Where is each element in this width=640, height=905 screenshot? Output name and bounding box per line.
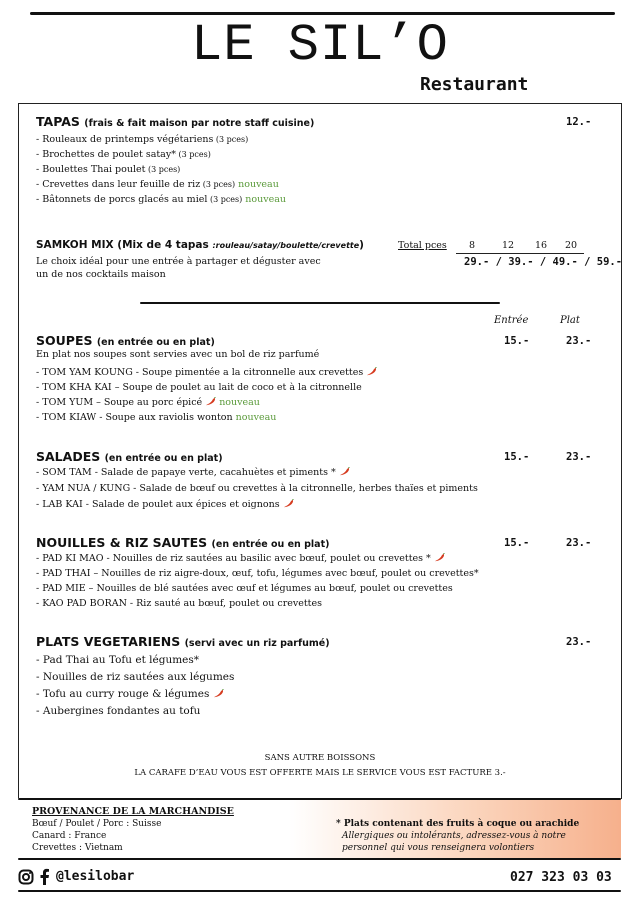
- menu-item-text: - PAD MIE – Nouilles de blé sautées avec œuf et légumes au bœuf, poulet ou crevettes: [36, 583, 453, 594]
- samkoh-counts-underline: [456, 253, 584, 254]
- menu-item-text: - Crevettes dans leur feuille de riz: [36, 179, 201, 190]
- notice-line-2: LA CARAFE D’EAU VOUS EST OFFERTE MAIS LE SERVICE VOUS EST FACTURE 3.-: [134, 768, 506, 778]
- salades-price-entree: 15.-: [504, 451, 530, 463]
- menu-item: [36, 654, 199, 666]
- menu-item: [36, 134, 248, 145]
- menu-item-text: - Aubergines fondantes au tofu: [36, 705, 201, 717]
- menu-item: [36, 149, 211, 160]
- menu-item: [36, 671, 234, 683]
- menu-item-text: - Bâtonnets de porcs glacés au miel: [36, 194, 208, 205]
- menu-item: [36, 164, 180, 175]
- menu-item-quantity: (3 pces): [213, 135, 249, 144]
- samkoh-count-16: 16: [535, 240, 548, 251]
- samkoh-prices: 29.- / 39.- / 49.- / 59.-: [464, 256, 623, 268]
- menu-item-text: - PAD THAI – Nouilles de riz aigre-doux, œuf, tofu, légumes avec bœuf, poulet ou crevettes*: [36, 568, 479, 579]
- menu-item-text: - Nouilles de riz sautées aux légumes: [36, 671, 235, 683]
- social-handle[interactable]: @lesilobar: [56, 869, 135, 884]
- menu-item: [36, 583, 453, 594]
- phone-number[interactable]: 027 323 03 03: [510, 870, 612, 885]
- menu-item-text: - PAD KI MAO - Nouilles de riz sautées au basilic avec bœuf, poulet ou crevettes *: [36, 553, 431, 564]
- menu-item-text: - TOM KHA KAI – Soupe de poulet au lait de coco et à la citronnelle: [36, 382, 362, 393]
- menu-item-quantity: (3 pces): [175, 150, 211, 159]
- restaurant-subtitle: Restaurant: [420, 74, 529, 95]
- menu-item-text: - Tofu au curry rouge & légumes: [36, 688, 210, 700]
- allergen-info-1: Allergiques ou intolérants, adressez-vous à notre: [342, 831, 566, 841]
- top-brush-line: [30, 12, 615, 15]
- chili-icon: [434, 553, 445, 562]
- samkoh-desc-1: Le choix idéal pour une entrée à partager et déguster avec: [36, 256, 321, 267]
- menu-item: [36, 598, 322, 609]
- soupes-price-plat: 23.-: [566, 335, 592, 347]
- menu-item: [36, 499, 294, 510]
- menu-item-text: - YAM NUA / KUNG - Salade de bœuf ou crevettes à la citronnelle, herbes thaïes et piments: [36, 483, 478, 494]
- menu-item: [36, 397, 260, 408]
- soupes-price-entree: 15.-: [504, 335, 530, 347]
- menu-item-text: - KAO PAD BORAN - Riz sauté au bœuf, poulet ou crevettes: [36, 598, 322, 609]
- menu-item: [36, 412, 276, 423]
- menu-item: [36, 179, 279, 190]
- menu-item: [36, 705, 200, 717]
- soupes-title: SOUPES (en entrée ou en plat): [36, 333, 215, 348]
- new-badge: nouveau: [242, 194, 287, 205]
- provenance-line-1: Bœuf / Poulet / Porc : Suisse: [32, 819, 162, 829]
- chili-icon: [283, 499, 294, 508]
- menu-item: [36, 688, 224, 700]
- column-entree: Entrée: [494, 315, 529, 326]
- soupes-note: En plat nos soupes sont servies avec un bol de riz parfumé: [36, 349, 320, 360]
- bottom-brush-line: [18, 890, 621, 892]
- column-plat: Plat: [560, 315, 580, 326]
- samkoh-count-12: 12: [502, 240, 515, 251]
- restaurant-title: LE SIL’O: [191, 16, 449, 75]
- menu-item-text: - LAB KAI - Salade de poulet aux épices et oignons: [36, 499, 280, 510]
- salades-title: SALADES (en entrée ou en plat): [36, 449, 223, 464]
- menu-item: [36, 382, 362, 393]
- chili-icon: [213, 689, 224, 698]
- allergen-note: * Plats contenant des fruits à coque ou arachide: [336, 819, 580, 829]
- provenance-title: PROVENANCE DE LA MARCHANDISE: [32, 806, 234, 817]
- menu-item-text: - TOM KIAW - Soupe aux raviolis wonton: [36, 412, 233, 423]
- nouilles-price-entree: 15.-: [504, 537, 530, 549]
- samkoh-count-20: 20: [565, 240, 578, 251]
- menu-item-text: - Pad Thai au Tofu et légumes*: [36, 654, 200, 666]
- menu-item-text: - Brochettes de poulet satay*: [36, 149, 176, 160]
- menu-item: [36, 194, 286, 205]
- vege-title: PLATS VEGETARIENS (servi avec un riz parfumé): [36, 634, 330, 649]
- provenance-line-2: Canard : France: [32, 831, 107, 841]
- menu-item: [36, 367, 377, 378]
- vege-price: 23.-: [566, 636, 592, 648]
- menu-item: [36, 568, 479, 579]
- menu-item: [36, 553, 445, 564]
- salades-price-plat: 23.-: [566, 451, 592, 463]
- provenance-bottom-line: [18, 858, 621, 860]
- menu-item-quantity: (3 pces): [145, 165, 181, 174]
- menu-item-text: - TOM YUM – Soupe au porc épicé: [36, 397, 203, 408]
- nouilles-price-plat: 23.-: [566, 537, 592, 549]
- menu-item-quantity: (3 pces): [200, 180, 236, 189]
- menu-item-text: - SOM TAM - Salade de papaye verte, cacahuètes et piments *: [36, 467, 336, 478]
- samkoh-total-label: Total pces: [398, 240, 447, 251]
- chili-icon: [205, 397, 216, 406]
- menu-item-text: - Rouleaux de printemps végétariens: [36, 134, 214, 145]
- menu-item-quantity: (3 pces): [207, 195, 243, 204]
- tapas-price: 12.-: [566, 116, 592, 128]
- chili-icon: [339, 467, 350, 476]
- new-badge: nouveau: [232, 412, 277, 423]
- menu-item: [36, 483, 478, 494]
- mid-brush-line: [140, 302, 500, 304]
- facebook-icon[interactable]: [38, 868, 50, 885]
- instagram-icon[interactable]: [18, 869, 34, 885]
- allergen-info-2: personnel qui vous renseignera volontiers: [342, 843, 535, 853]
- notice-line-1: SANS AUTRE BOISSONS: [264, 753, 376, 763]
- nouilles-title: NOUILLES & RIZ SAUTES (en entrée ou en plat): [36, 535, 330, 550]
- samkoh-title: SAMKOH MIX (Mix de 4 tapas :rouleau/satay/boulette/crevette): [36, 239, 364, 251]
- provenance-top-line: [18, 798, 621, 800]
- provenance-line-3: Crevettes : Vietnam: [32, 843, 123, 853]
- menu-item: [36, 467, 350, 478]
- new-badge: nouveau: [235, 179, 279, 190]
- samkoh-count-8: 8: [469, 240, 476, 251]
- samkoh-desc-2: un de nos cocktails maison: [36, 269, 166, 280]
- chili-icon: [366, 367, 377, 376]
- menu-item-text: - Boulettes Thai poulet: [36, 164, 146, 175]
- menu-item-text: - TOM YAM KOUNG - Soupe pimentée a la citronnelle aux crevettes: [36, 367, 364, 378]
- tapas-title: TAPAS (frais & fait maison par notre staff cuisine): [36, 114, 315, 129]
- new-badge: nouveau: [216, 397, 260, 408]
